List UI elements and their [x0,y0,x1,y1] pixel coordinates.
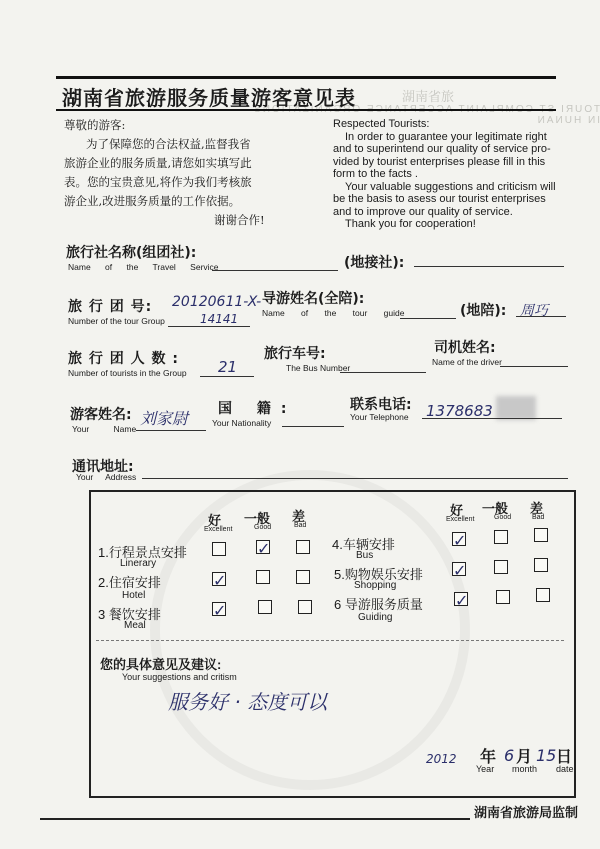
intro-line: 表。您的宝贵意见,将作为我们考核旅 [64,175,252,189]
ghost-subtitle: TOURI ST COMPLAINT ACCEPTANCE ORGANIZATIONS IN HUNAN [252,104,600,126]
phone-label-en: Your Telephone [350,412,409,422]
bus-field[interactable] [340,372,426,373]
bus-mid-checkbox[interactable] [494,530,508,544]
rating-mid-header: 一般 [244,511,271,526]
rating-mid-header-en: Good [494,514,512,521]
local-guide-field[interactable] [516,316,566,317]
rating-good-header: 好 [208,513,222,528]
rating-item-itinerary-en: Linerary [120,558,157,569]
phone-field[interactable] [422,418,562,419]
rating-bad-header-en: Bad [532,514,545,521]
group-number-label-en: Number of the tour Group [68,316,165,326]
rating-bad-header: 差 [292,509,306,524]
intro-chinese [64,116,304,230]
address-label-en: Your Address [76,472,137,482]
salutation: 尊敬的游客: [64,118,126,132]
tourist-name-field[interactable] [136,430,206,431]
driver-field[interactable] [500,366,568,367]
hotel-good-checkbox[interactable] [212,572,227,590]
rating-item-guiding: 6 导游服务质量 [334,597,423,612]
group-number-label: 旅 行 团 号: [68,299,153,315]
agency-label-en: Name of the Travel Service [68,262,219,272]
intro-line: In order to guarantee your legitimate right [345,130,547,143]
check-mark-icon: ✓ [213,573,227,590]
group-count-field[interactable] [200,376,254,377]
nationality-label: 国 籍: [218,401,297,417]
group-number-value-2: 14141 [200,312,239,326]
agency-field[interactable] [212,270,338,271]
bus-label: 旅行车号: [264,346,326,362]
shopping-good-checkbox[interactable] [452,562,467,580]
local-guide-value: 周巧 [520,303,548,319]
rating-item-shopping-en: Shopping [354,580,397,591]
hotel-mid-checkbox[interactable] [256,570,270,584]
rating-bad-header: 差 [530,501,544,516]
day-label: 日 [556,749,573,766]
group-count-label: 旅 行 团 人 数 : [68,351,179,367]
footer-supervisor: 湖南省旅游局监制 [470,802,582,821]
nationality-label-en: Your Nationality [212,418,272,428]
day-label-en: date [556,764,574,774]
rating-item-bus: 4.车辆安排 [332,537,395,552]
intro-line: 游企业,改进服务质量的工作依据。 [64,194,241,208]
rating-item-guiding-en: Guiding [358,612,393,623]
local-guide-label: (地陪): [460,303,507,319]
guide-label-en: Name of the tour guide [262,308,405,318]
rating-item-hotel: 2.住宿安排 [98,575,161,590]
meal-good-checkbox[interactable] [212,602,227,620]
group-count-value: 21 [218,358,238,376]
suggestion-label: 您的具体意见及建议: [100,657,222,672]
itinerary-bad-checkbox[interactable] [296,540,310,554]
suggestion-label-en: Your suggestions and critism [122,672,237,682]
guide-label: 导游姓名(全陪): [262,291,365,307]
intro-line: 为了保障您的合法权益,监督我省 [86,137,251,151]
bus-label-en: The Bus Number [286,363,351,373]
year-label: 年 [480,749,497,766]
tourist-name-value: 刘家尉 [140,409,189,428]
rating-mid-header-en: Good [254,524,272,531]
hotel-bad-checkbox[interactable] [296,570,310,584]
ghost-title: 湖南省旅 [402,89,455,104]
intro-english [333,118,583,231]
rating-mid-header: 一般 [482,501,509,516]
intro-line: be the basis to asess our tourist enterprises [333,193,546,205]
group-number-value: 20120611-X- [172,294,262,310]
shopping-bad-checkbox[interactable] [534,558,548,572]
suggestion-text[interactable]: 服务好 · 态度可以 [168,690,328,714]
phone-value: 1378683 [426,402,493,420]
guiding-mid-checkbox[interactable] [496,590,510,604]
itinerary-mid-checkbox[interactable] [256,540,271,558]
meal-mid-checkbox[interactable] [258,600,272,614]
check-mark-icon: ✓ [455,593,469,610]
day-value: 15 [536,746,557,765]
driver-label: 司机姓名: [434,340,496,356]
nationality-field[interactable] [282,426,344,427]
redacted-phone [496,396,536,420]
month-label-en: month [512,764,538,774]
panel-divider [96,640,564,641]
rating-item-bus-en: Bus [356,550,374,561]
intro-line: and to improve our quality of service. [333,205,513,218]
rating-item-hotel-en: Hotel [122,590,146,601]
rating-bad-header-en: Bad [294,522,307,529]
rating-good-header: 好 [450,503,464,518]
intro-line: Respected Tourists: [333,118,430,130]
bus-good-checkbox[interactable] [452,532,467,550]
driver-label-en: Name of the driver [432,357,502,367]
form-title: 湖南省旅游服务质量游客意见表 [62,86,356,110]
rating-item-itinerary: 1.行程景点安排 [98,545,187,560]
group-number-field[interactable] [168,326,250,327]
meal-bad-checkbox[interactable] [298,600,312,614]
guiding-bad-checkbox[interactable] [536,588,550,602]
rating-good-header-en: Excellent [446,516,475,523]
local-agency-field[interactable] [414,266,564,267]
year-value: 2012 [426,752,457,766]
guide-field[interactable] [400,318,456,319]
month-value: 6 [504,746,515,765]
year-label-en: Year [476,764,495,774]
month-label: 月 [516,749,533,766]
rating-item-shopping: 5.购物娱乐安排 [334,567,423,582]
intro-line: and to superintend our quality of service pro- [333,143,551,155]
intro-line: form to the facts . [333,168,418,180]
intro-line: 旅游企业的服务质量,请您如实填写此 [64,156,252,170]
thanks: 谢谢合作! [214,213,265,227]
phone-label: 联系电话: [350,397,412,413]
tourist-name-label-en: Your Name [72,424,137,434]
rating-item-meal-en: Meal [124,620,146,631]
rating-good-header-en: Excellent [204,526,233,533]
intro-line: Your valuable suggestions and criticism will [345,180,556,193]
check-mark-icon: ✓ [213,603,227,620]
check-mark-icon: ✓ [257,541,271,558]
agency-label: 旅行社名称(组团社): [66,245,197,261]
rating-item-meal: 3 餐饮安排 [98,607,161,622]
group-count-label-en: Number of tourists in the Group [68,368,187,378]
check-mark-icon: ✓ [453,563,467,580]
tourist-name-label: 游客姓名: [70,407,132,423]
address-field[interactable] [142,478,568,479]
bus-bad-checkbox[interactable] [534,528,548,542]
intro-line: Thank you for cooperation! [345,218,476,230]
shopping-mid-checkbox[interactable] [494,560,508,574]
local-agency-label: (地接社): [344,255,405,271]
intro-line: vided by tourist enterprises please fill in this [333,155,546,168]
guiding-good-checkbox[interactable] [454,592,469,610]
address-label: 通讯地址: [72,459,134,475]
check-mark-icon: ✓ [453,533,467,550]
itinerary-good-checkbox[interactable] [212,542,226,556]
